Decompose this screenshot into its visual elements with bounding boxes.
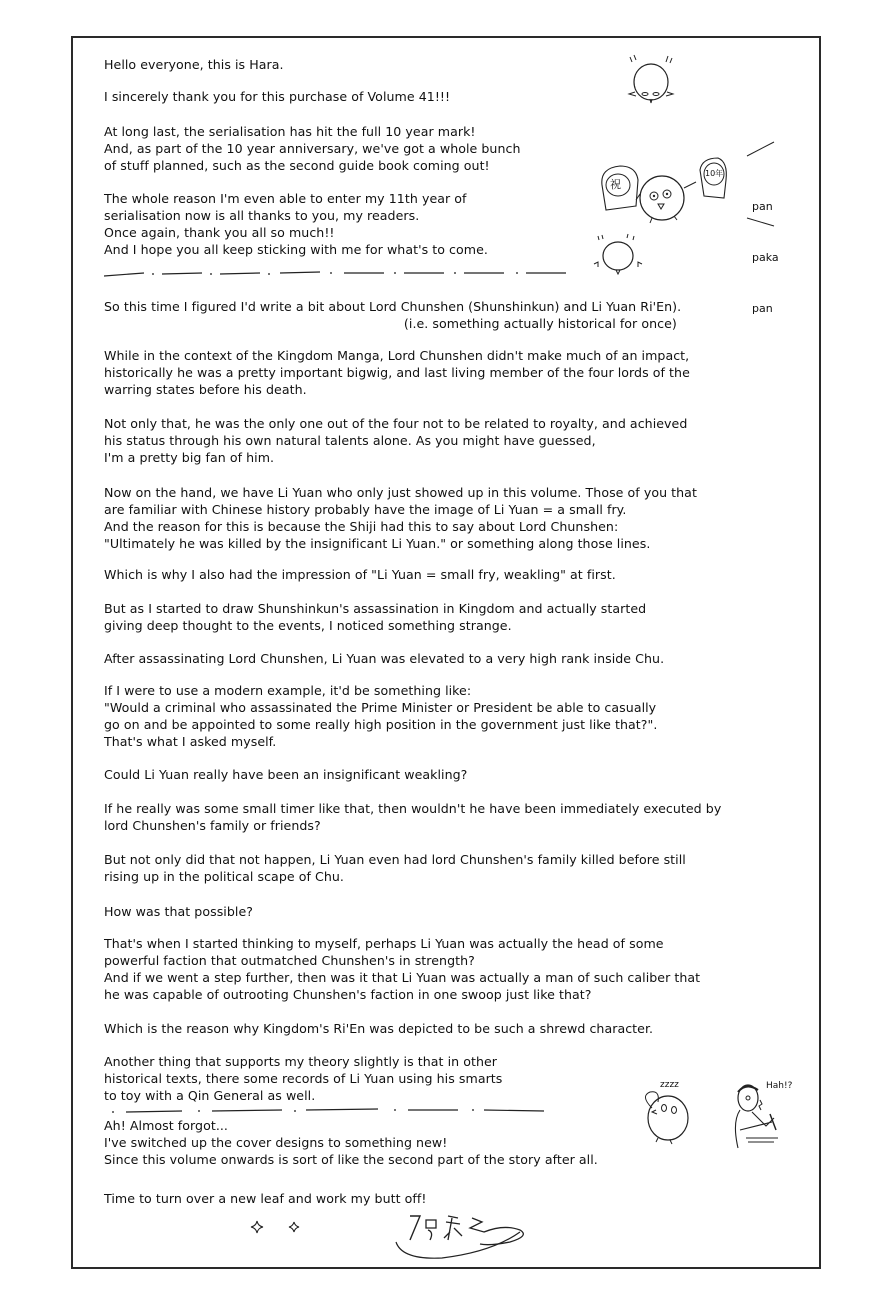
text-line: I'm a pretty big fan of him. [104,450,275,465]
sfx-author-exclaim: Hah!? [766,1081,793,1091]
text-line: Hello everyone, this is Hara. [104,57,284,72]
text-line: If he really was some small timer like that, then wouldn't he have been immediately executed by [104,801,722,816]
text-line: After assassinating Lord Chunshen, Li Yuan was elevated to a very high rank inside Chu. [104,651,665,666]
text-line: So this time I figured I'd write a bit about Lord Chunshen (Shunshinkun) and Li Yuan Ri'En). [104,299,682,314]
paragraph-chunshen-context [104,347,690,398]
text-line: That's when I started thinking to myself, perhaps Li Yuan was actually the head of some [104,936,664,951]
text-line: And the reason for this is because the Shiji had this to say about Lord Chunshen: [104,519,619,534]
sfx-celebration-line: pan [752,200,773,213]
sfx-sleep: zzzz [660,1080,679,1090]
paragraph-elevated [104,650,664,667]
text-line: historically he was a pretty important bigwig, and last living member of the four lords of the [104,365,690,380]
paragraph-li-yuan-intro [104,484,697,552]
text-line: At long last, the serialisation has hit the full 10 year mark! [104,124,476,139]
text-line: are familiar with Chinese history probably have the image of Li Yuan = a small fry. [104,502,627,517]
chick-sleeping-illustration [636,1088,696,1148]
text-line: And if we went a step further, then was it that Li Yuan was actually a man of such caliber that [104,970,701,985]
text-line: Not only that, he was the only one out of the four not to be related to royalty, and achieved [104,416,688,431]
text-line: of stuff planned, such as the second guide book coming out! [104,158,490,173]
sparkle-icon [250,1220,264,1234]
text-line: That's what I asked myself. [104,734,277,749]
text-line: Time to turn over a new leaf and work my butt off! [104,1191,427,1206]
text-line: I've switched up the cover designs to something new! [104,1135,448,1150]
text-line: giving deep thought to the events, I noticed something strange. [104,618,512,633]
text-line: Which is why I also had the impression of "Li Yuan = small fry, weakling" at first. [104,567,616,582]
paragraph-weakling-question [104,766,467,783]
paragraph-covers [104,1117,598,1168]
text-line: he was capable of outrooting Chunshen's faction in one swoop just like that? [104,987,592,1002]
text-line: Another thing that supports my theory slightly is that in other [104,1054,498,1069]
text-line: The whole reason I'm even able to enter my 11th year of [104,191,467,206]
sfx-celebration [752,164,779,334]
text-line: Ah! Almost forgot... [104,1118,228,1133]
text-line: While in the context of the Kingdom Manga, Lord Chunshen didn't make much of an impact, [104,348,690,363]
section-divider-bottom [112,1107,612,1113]
paragraph-topic [104,298,681,332]
paragraph-anniversary [104,123,521,174]
text-line: Which is the reason why Kingdom's Ri'En was depicted to be such a shrewd character. [104,1021,654,1036]
text-line: historical texts, there some records of Li Yuan using his smarts [104,1071,503,1086]
paragraph-chunshen-talent [104,415,687,466]
paragraph-closing [104,1190,426,1207]
paragraph-thanks [104,88,450,105]
text-line: And, as part of the 10 year anniversary, we've got a whole bunch [104,141,521,156]
sparkle-icon [288,1221,300,1233]
author-signature [392,1212,532,1264]
chick-upside-illustration [618,52,688,112]
paragraph-theory [104,935,700,1003]
text-line: "Would a criminal who assassinated the Prime Minister or President be able to casually [104,700,657,715]
chick-small-illustration [590,232,650,277]
text-line: (i.e. something actually historical for once) [104,316,677,331]
text-line: Could Li Yuan really have been an insignificant weakling? [104,767,468,782]
text-line: "Ultimately he was killed by the insignificant Li Yuan." or something along those lines. [104,536,651,551]
paragraph-small-timer [104,800,721,834]
paragraph-strange [104,600,646,634]
banner-left-glyph: 祝 [610,178,621,191]
paragraph-how-possible [104,903,253,920]
text-line: serialisation now is all thanks to you, my readers. [104,208,420,223]
text-line: But as I started to draw Shunshinkun's assassination in Kingdom and actually started [104,601,647,616]
text-line: Since this volume onwards is sort of like the second part of the story after all. [104,1152,598,1167]
paragraph-gratitude [104,190,488,258]
paragraph-impression [104,566,616,583]
text-line: How was that possible? [104,904,253,919]
text-line: rising up in the political scape of Chu. [104,869,344,884]
text-line: to toy with a Qin General as well. [104,1088,316,1103]
text-line: powerful faction that outmatched Chunshen's in strength? [104,953,475,968]
paragraph-shrewd [104,1020,653,1037]
text-line: Now on the hand, we have Li Yuan who only just showed up in this volume. Those of you that [104,485,697,500]
paragraph-supports [104,1053,502,1104]
text-line: But not only did that not happen, Li Yuan even had lord Chunshen's family killed before still [104,852,686,867]
text-line: lord Chunshen's family or friends? [104,818,321,833]
banner-right-glyph: 10年 [705,169,724,178]
text-line: And I hope you all keep sticking with me for what's to come. [104,242,488,257]
paragraph-modern-example [104,682,657,750]
paragraph-not-happen [104,851,686,885]
section-divider-top [104,270,594,276]
text-line: his status through his own natural talents alone. As you might have guessed, [104,433,596,448]
text-line: go on and be appointed to some really high position in the government just like that?". [104,717,658,732]
sfx-celebration-line: pan [752,302,773,315]
text-line: I sincerely thank you for this purchase of Volume 41!!! [104,89,451,104]
paragraph-greeting [104,56,284,73]
text-line: Once again, thank you all so much!! [104,225,335,240]
sfx-celebration-line: paka [752,251,779,264]
text-line: If I were to use a modern example, it'd be something like: [104,683,472,698]
text-line: warring states before his death. [104,382,307,397]
